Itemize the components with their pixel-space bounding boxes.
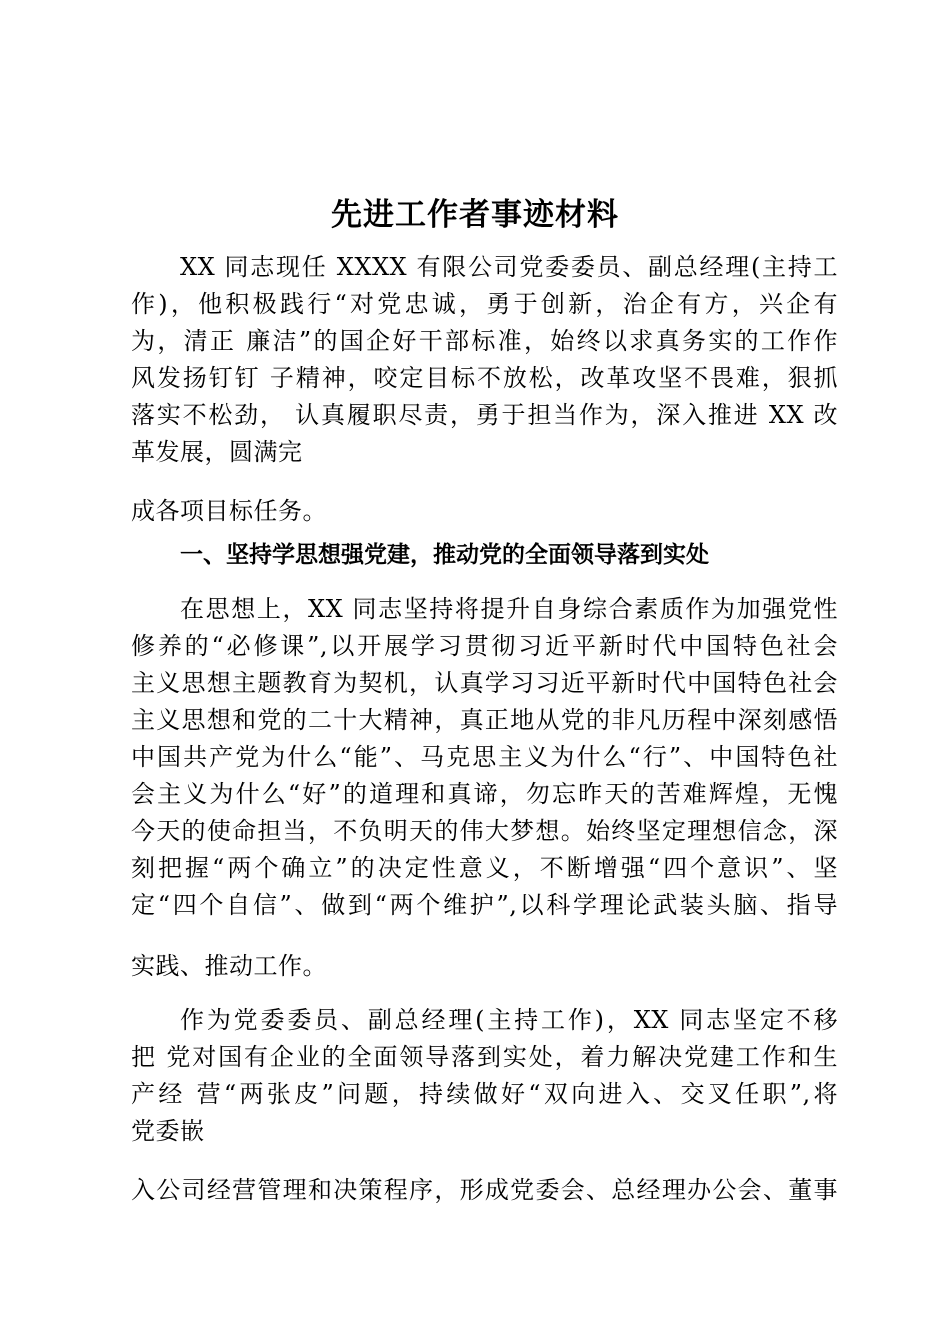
- paragraph-line: 中国共产党为什么“能”、马克思主义为什么“行”、中国特色社: [131, 743, 838, 771]
- document-title: 先进工作者事迹材料: [331, 197, 619, 233]
- paragraph-line: 修养的“必修课”,以开展学习贯彻习近平新时代中国特色社会: [131, 632, 838, 660]
- section-heading: 一、坚持学思想强党建，推动党的全面领导落到实处: [180, 542, 709, 568]
- intro-line: 落实不松劲， 认真履职尽责，勇于担当作为，深入推进 XX 改: [131, 401, 838, 429]
- paragraph-line: 主义思想和党的二十大精神，真正地从党的非凡历程中深刻感悟: [131, 706, 838, 734]
- intro-line: XX 同志现任 XXXX 有限公司党委委员、副总经理(主持工: [180, 253, 838, 281]
- paragraph-line: 今天的使命担当，不负明天的伟大梦想。始终坚定理想信念，深: [131, 817, 838, 845]
- paragraph-line: 主义思想主题教育为契机，认真学习习近平新时代中国特色社会: [131, 669, 838, 697]
- intro-line: 为，清正 廉洁”的国企好干部标准，始终以求真务实的工作作: [131, 327, 838, 355]
- intro-line: 革发展，圆满完: [131, 438, 303, 466]
- intro-line: 成各项目标任务。: [131, 497, 327, 525]
- paragraph-line: 定“四个自信”、做到“两个维护”,以科学理论武装头脑、指导: [131, 891, 838, 919]
- paragraph-line: 入公司经营管理和决策程序，形成党委会、总经理办公会、董事: [131, 1176, 838, 1204]
- paragraph-line: 作为党委委员、副总经理(主持工作)，XX 同志坚定不移: [180, 1006, 838, 1034]
- paragraph-line: 会主义为什么“好”的道理和真谛，勿忘昨天的苦难辉煌，无愧: [131, 780, 838, 808]
- paragraph-line: 党委嵌: [131, 1117, 205, 1145]
- paragraph-line: 实践、推动工作。: [131, 952, 327, 980]
- paragraph-line: 产经 营“两张皮”问题，持续做好“双向进入、交叉任职”,将: [131, 1080, 838, 1108]
- paragraph-line: 把 党对国有企业的全面领导落到实处，着力解决党建工作和生: [131, 1043, 838, 1071]
- paragraph-line: 刻把握“两个确立”的决定性意义，不断增强“四个意识”、坚: [131, 854, 838, 882]
- paragraph-line: 在思想上，XX 同志坚持将提升自身综合素质作为加强党性: [180, 595, 838, 623]
- intro-line: 作)，他积极践行“对党忠诚，勇于创新，治企有方，兴企有: [131, 290, 838, 318]
- intro-line: 风发扬钉钉 子精神，咬定目标不放松，改革攻坚不畏难，狠抓: [131, 364, 838, 392]
